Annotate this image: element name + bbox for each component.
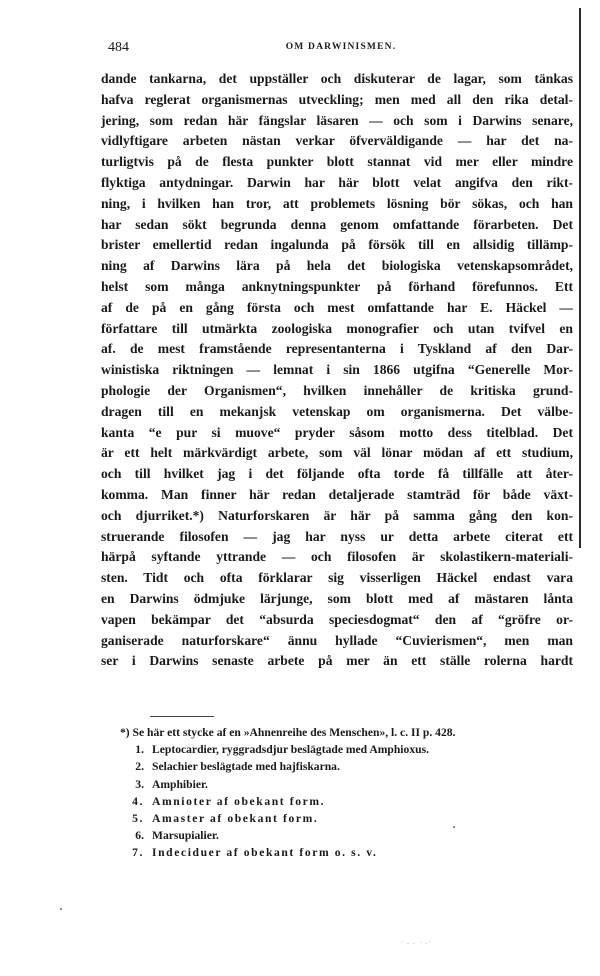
text-line: jering, som redan här fängslar läsaren — och som i Darwins senare, <box>101 112 573 128</box>
text-line: härpå syftande yttrande — och filosofen är skolastikern-materiali- <box>101 549 573 565</box>
footnote-item <box>120 741 576 758</box>
footnote-item <box>120 776 576 793</box>
faint-watermark: ˑ · · ˑ ·ˑ <box>400 936 432 950</box>
text-line: och djurriket.*) Naturforskaren är här på samma gång den kon- <box>101 507 573 523</box>
footnote-item-number: 4. <box>132 794 144 808</box>
text-line: af de på en gång första och mest omfattande har E. Häckel — <box>101 299 573 315</box>
text-line: af. de mest framstående representanterna i Tyskland af den Dar- <box>101 341 573 357</box>
text-line: dragen till en mekanjsk vetenskap om organismerna. Det välbe- <box>101 403 573 419</box>
footnote-item <box>120 793 576 810</box>
text-line: flyktiga antydningar. Darwin har här blott velat angifva den rikt- <box>101 174 573 190</box>
footnote-item-text: Amaster af obekant form. <box>152 811 319 825</box>
footnote-item-number: 3. <box>135 777 144 791</box>
text-line: hafva reglerat organismernas utveckling; men med all den rika detal- <box>101 91 573 107</box>
footnote-item-text: Amnioter af obekant form. <box>152 794 326 808</box>
body-text <box>101 69 573 672</box>
text-line: har sedan sökt begrunda denna genom omfattande förarbeten. Det <box>101 216 573 232</box>
footnote-item-text: Indeciduer af obekant form o. s. v. <box>152 846 378 860</box>
text-line: ser i Darwins senaste arbete på mer än ett ställe rolerna hardt <box>101 653 573 669</box>
text-line: brister emellertid redan ingalunda på försök till en allsidig tillämp- <box>101 237 573 253</box>
text-line: vidlyftigare arbeten nästan verkar öfverväldigande — har det na- <box>101 133 573 149</box>
page-number: 484 <box>108 40 129 55</box>
footnote-item-number: 6. <box>135 829 144 843</box>
text-line: vapen bekämpar det “absurda speciesdogmat“ den af “gröfre or- <box>101 611 573 627</box>
text-line: författare till utmärkta zoologiska monografier och utan tvifvel en <box>101 320 573 336</box>
footnote-item <box>120 827 576 844</box>
footnote-item-number: 1. <box>135 743 144 757</box>
print-speck <box>453 826 455 828</box>
footnote-item-text: Marsupialier. <box>152 829 219 843</box>
footnote-item-number: 5. <box>132 811 144 825</box>
running-title: OM DARWINISMEN. <box>285 42 397 52</box>
page-header <box>108 40 574 60</box>
footnote-item-number: 2. <box>135 760 144 774</box>
text-line: sten. Tidt och ofta förklarar sig visserligen Häckel endast vara <box>101 570 573 586</box>
text-line: en Darwins ödmjuke lärjunge, som blott med af mästaren lånta <box>101 590 573 606</box>
text-line: och till hvilket jag i det följande ofta torde få tillfälle att åter- <box>101 466 573 482</box>
text-line: ning, i hvilken han tror, att problemets lösning bör sökas, och han <box>101 195 573 211</box>
footnote-item <box>120 810 576 827</box>
text-line: helst som många anknytningspunkter på förhand förefunnos. Ett <box>101 278 573 294</box>
footnote-item-text: Amphibier. <box>152 777 208 791</box>
text-line: komma. Man finner här redan detaljerade stamträd för både växt- <box>101 486 573 502</box>
text-line: struerande filosofen — jag har nyss ur detta arbete citerat ett <box>101 528 573 544</box>
text-line: dande tankarna, det uppställer och diskuterar de lagar, som tänkas <box>101 71 573 86</box>
print-speck <box>60 908 62 910</box>
text-line: ganiserade naturforskare“ ännu hyllade “Cuvierismen“, men man <box>101 632 573 648</box>
footnote-item <box>120 844 576 861</box>
footnote <box>120 724 576 862</box>
footnote-item-text: Selachier beslägtade med hajfiskarna. <box>152 760 340 774</box>
page-edge-rule <box>579 8 581 548</box>
footnote-item <box>120 758 576 775</box>
text-line: ning af Darwins lära på hela det biologiska vetenskapsområdet, <box>101 258 573 274</box>
footnote-item-text: Leptocardier, ryggradsdjur beslägtade med Amphioxus. <box>152 743 429 757</box>
text-line: turligtvis på de flesta punkter blott stannat vid mer eller mindre <box>101 154 573 170</box>
text-line: phologie der Organismen“, hvilken innehåller de kritiska grund- <box>101 382 573 398</box>
footnote-intro: *) Se här ett stycke af en »Ahnenreihe des Menschen», l. c. II p. 428. <box>120 726 456 739</box>
footnote-separator <box>150 716 214 717</box>
text-line: winistiska riktningen — lemnat i sin 1866 utgifna “Generelle Mor- <box>101 362 573 378</box>
text-line: är ett helt märkvärdigt arbete, som väl lönar mödan af ett studium, <box>101 445 573 461</box>
text-line: kanta “e pur si muove“ pryder såsom motto dess titelblad. Det <box>101 424 573 440</box>
footnote-item-number: 7. <box>132 846 144 860</box>
